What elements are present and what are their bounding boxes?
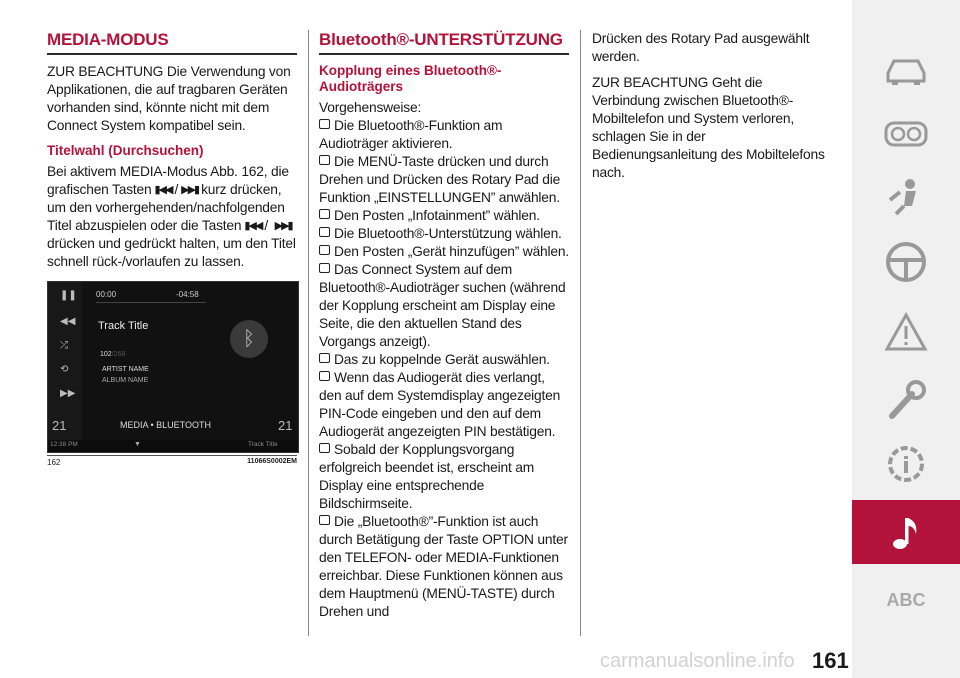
- step-text: Die Bluetooth®-Unterstützung wählen.: [334, 226, 562, 241]
- figure-code: 11066S0002EM: [247, 458, 297, 465]
- gear-info-icon: [884, 442, 928, 486]
- seat-safety-icon: [884, 178, 928, 218]
- left-number: 21: [52, 418, 67, 433]
- previous-track-icon: ▮◀◀: [154, 184, 172, 196]
- right-number: 21: [278, 418, 293, 433]
- checkbox-bullet-icon: [319, 353, 330, 363]
- column-bluetooth: [319, 30, 569, 621]
- sidebar-item-driving[interactable]: [852, 230, 960, 294]
- next-track-icon: ▶▶▮: [181, 184, 199, 196]
- source-label: MEDIA • BLUETOOTH: [120, 420, 212, 430]
- page-number: 161: [812, 648, 849, 673]
- compatibility-note: ZUR BEACHTUNG Die Verwendung von Applikationen, die auf tragbaren Geräten vorhanden sind, könnte nicht mit dem Connect System kompatibel sein.: [47, 64, 291, 133]
- step-item: [319, 513, 569, 621]
- step-item: [319, 117, 569, 153]
- checkbox-bullet-icon: [319, 443, 330, 453]
- step-text: Das Connect System auf dem Bluetooth®-Audioträger suchen (während der Kopplung erscheint am Display eine Seite, die den aktuellen Stand des Vorgangs anzeigt).: [319, 262, 566, 349]
- step-text: Sobald der Kopplungsvorgang erfolgreich beendet ist, erscheint am Display eine entsprechende Bildschirmseite.: [319, 442, 535, 511]
- remaining-time: -04:58: [176, 290, 199, 299]
- checkbox-bullet-icon: [319, 155, 330, 165]
- track-selection-paragraph: [47, 163, 297, 271]
- connection-note: ZUR BEACHTUNG Geht die Verbindung zwischen Bluetooth®-Mobiltelefon und System verloren, schlagen Sie in der Bedienungsanleitung des Mobiltelefons nach.: [592, 75, 825, 180]
- artist-name: ARTIST NAME: [102, 366, 149, 373]
- column-divider-2: [580, 30, 581, 636]
- step-text: Die MENÜ-Taste drücken und durch Drehen und Drücken des Rotary Pad die Funktion „EINSTELLUNGEN” anwählen.: [319, 154, 561, 205]
- checkbox-bullet-icon: [319, 209, 330, 219]
- bluetooth-icon: ᛒ: [230, 320, 268, 358]
- sidebar-item-dashboard[interactable]: [852, 102, 960, 166]
- figure-caption: [47, 455, 297, 470]
- repeat-icon: ⟲: [60, 364, 69, 375]
- figure-number: 162: [47, 458, 61, 467]
- continuation-text: Drücken des Rotary Pad ausgewählt werden.: [592, 31, 810, 64]
- step-text: Den Posten „Infotainment” wählen.: [334, 208, 540, 223]
- step-text: Die Bluetooth®-Funktion am Audioträger aktivieren.: [319, 118, 503, 151]
- warning-triangle-icon: [884, 312, 928, 352]
- step-item: [319, 261, 569, 351]
- checkbox-bullet-icon: [319, 263, 330, 273]
- sidebar-item-emergency[interactable]: [852, 300, 960, 364]
- step-text: Den Posten „Gerät hinzufügen” wählen.: [334, 244, 569, 259]
- track-selection-text-c: kurz drücken, um den vorhergehenden/nachfolgenden Titel abzuspielen oder die Tasten: [47, 182, 285, 233]
- wrench-icon: [884, 378, 928, 422]
- status-track-title: Track Title: [248, 441, 278, 448]
- step-item: [319, 441, 569, 513]
- clock: 12:38 PM: [50, 441, 78, 448]
- step-item: [319, 369, 569, 441]
- checkbox-bullet-icon: [319, 371, 330, 381]
- album-name: ALBUM NAME: [102, 377, 149, 384]
- progress-bar: [96, 302, 206, 303]
- music-note-icon: [884, 510, 928, 554]
- step-item: [319, 225, 569, 243]
- next-track-icon-2: ▶▶▮: [274, 220, 292, 232]
- chevron-down-icon: ▼: [134, 441, 141, 448]
- sidebar-item-multimedia[interactable]: [852, 500, 960, 564]
- track-selection-text-a: Bei aktivem MEDIA-Modus Abb. 162, die grafischen Tasten: [47, 164, 289, 197]
- chapter-sidebar: [852, 0, 960, 678]
- track-selection-text-e: drücken und gedrückt halten, um den Titel schnell rück-/vorlaufen zu lassen.: [47, 236, 296, 269]
- abc-index-label: ABC: [886, 589, 926, 610]
- column-media-mode: [47, 30, 297, 470]
- next-icon: ▶▶: [60, 388, 76, 399]
- car-icon: [884, 55, 928, 85]
- sidebar-item-vehicle[interactable]: [852, 38, 960, 102]
- sidebar-item-index[interactable]: [852, 568, 960, 632]
- previous-track-icon-2: ▮◀◀: [244, 220, 262, 232]
- column-continuation: [592, 30, 832, 190]
- steering-wheel-icon: [884, 240, 928, 284]
- steps-list: [319, 117, 569, 621]
- track-count-current: 102: [100, 351, 112, 358]
- checkbox-bullet-icon: [319, 227, 330, 237]
- step-text: Wenn das Audiogerät dies verlangt, den auf dem Systemdisplay angezeigten PIN-Code eingeben und den auf dem Audiogerät angezeigten PIN bestätigen.: [319, 370, 561, 439]
- track-title: Track Title: [98, 320, 149, 332]
- step-item: [319, 243, 569, 261]
- subtitle-pairing: Kopplung eines Bluetooth®-Audioträgers: [319, 63, 502, 94]
- step-item: [319, 351, 569, 369]
- watermark: carmanualsonline.info: [600, 650, 795, 672]
- previous-icon: ◀◀: [60, 316, 76, 327]
- shuffle-icon: ⤮: [60, 340, 68, 351]
- slash-2: /: [264, 218, 268, 233]
- screen-status-bar: [48, 440, 298, 452]
- checkbox-bullet-icon: [319, 515, 330, 525]
- subtitle-track-selection: Titelwahl (Durchsuchen): [47, 143, 204, 158]
- column-divider-1: [308, 30, 309, 636]
- checkbox-bullet-icon: [319, 245, 330, 255]
- step-item: [319, 207, 569, 225]
- sidebar-item-maintenance[interactable]: [852, 368, 960, 432]
- step-text: Das zu koppelnde Gerät auswählen.: [334, 352, 550, 367]
- slash-1: /: [174, 182, 179, 197]
- pause-icon: ❚❚: [60, 290, 77, 301]
- sidebar-item-safety[interactable]: [852, 166, 960, 230]
- checkbox-bullet-icon: [319, 119, 330, 129]
- step-item: [319, 153, 569, 207]
- sidebar-item-technical-data[interactable]: [852, 432, 960, 496]
- dashboard-icon: [884, 119, 928, 149]
- track-count: [100, 351, 125, 358]
- track-count-total: /268: [111, 351, 126, 358]
- section-title-bluetooth: Bluetooth®-UNTERSTÜTZUNG: [319, 30, 569, 55]
- section-title-media-mode: MEDIA-MODUS: [47, 30, 297, 55]
- intro-text: Vorgehensweise:: [319, 100, 422, 115]
- elapsed-time: 00:00: [96, 290, 117, 299]
- media-screen-figure: [47, 281, 299, 453]
- step-text: Die „Bluetooth®”-Funktion ist auch durch Betätigung der Taste OPTION unter den TELEFON- oder MEDIA-Funktionen erreichbar. Diese Funktionen können aus dem Hauptmenü (MENÜ-TASTE) durch Drehen und: [319, 514, 568, 619]
